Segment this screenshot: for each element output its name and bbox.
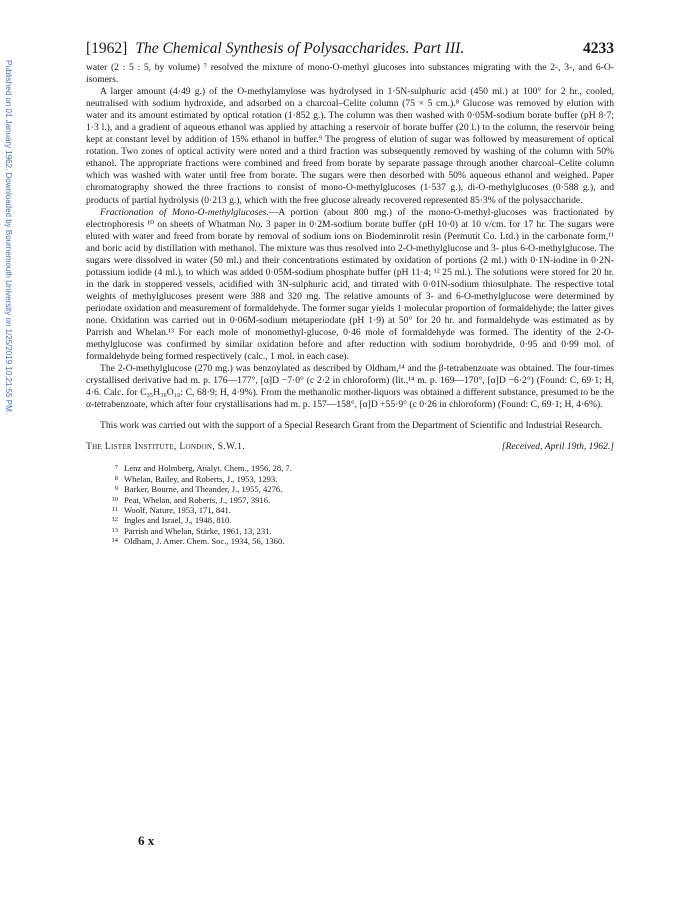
- body-paragraph-3-text: —A portion (about 800 mg.) of the mono-O-methyl-glucoses was fractionated by electrophoresis ¹⁰ on sheets of Whatman No. 3 paper in 0·2M-sodium borate buffer (pH 10·0) at 10 v/cm. for 17 hr. The sugars were eluted with water and freed from borate by removal of sodium ions on Biodeminrolit resin (Permutit Co. Ltd.) in the carbonate form,¹¹ and boric acid by distillation with methanol. The mixture was thus resolved into 2-O-methylglucose and 3- plus 6-O-methylglucose. The sugars were dissolved in water (50 ml.) and their concentrations estimated by oxidation of portions (2 ml.) with 0·1N-iodine in 0·2N-potassium iodide (4 ml.), to which was added 0·05M-sodium phosphate buffer (pH 11·4; ¹² 25 ml.). The solutions were stored for 20 hr. in the dark in stoppered vessels, acidified with 3N-sulphuric acid, and titrated with 0·01N-sodium thiosulphate. The respective total weights of methylglucoses present were 388 and 320 mg. The relative amounts of 3- and 6-O-methylglucose were determined by periodate oxidation and measurement of formaldehyde. The former sugar yields 1 molecular proportion of formaldehyde; the latter gives none. Oxidation was carried out in 0·06M-sodium metaperiodate (pH 1·9) at 50° for 20 hr. and formaldehyde was estimated as by Parrish and Whelan.¹³ For each mole of monomethyl-glucose, 0·46 mole of formaldehyde was formed. The identity of the 2-O-methylglucose was confirmed by similar oxidation before and after reduction with sodium borohydride, 0·95 and 0·99 mol. of formaldehyde being formed respectively (calc., 1 mol. in each case).: [86, 206, 615, 363]
- reference-number: 12: [111, 516, 118, 524]
- reference-text: Lenz and Holmberg, Analyt. Chem., 1956, 28, 7.: [124, 463, 292, 474]
- reference-number: 11: [111, 506, 118, 514]
- reference-item: [106, 463, 614, 473]
- reference-item: [106, 495, 614, 505]
- article-page: [86, 40, 614, 547]
- article-title: The Chemical Synthesis of Polysaccharides. Part III.: [135, 40, 465, 57]
- body-paragraph-2: A larger amount (4·49 g.) of the O-methylamylose was hydrolysed in 1·5N-sulphuric acid (450 ml.) at 100° for 2 hr., cooled, neutralised with sodium hydroxide, and adsorbed on a charcoal–Celite column (75 × 5 cm.).⁸ Glucose was removed by elution with water and its amount estimated by optical rotation (1·852 g.). The column was then washed with 0·05M-sodium borate buffer (pH 8·7; 1·3 l.), and a gradient of aqueous ethanol was applied by attaching a reservoir of borate buffer (20 l.) to the column, the reservoir being kept at constant level by addition of 15% ethanol in buffer.⁹ The progress of elution of sugar was followed by measurement of optical rotation. Two zones of optical activity were noted and a third fraction was subsequently removed by washing of the column with 50% ethanol. The appropriate fractions were combined and freed from borate by separate passage through another charcoal–Celite column which was washed with water until free from borate. The sugars were then desorbed with 50% aqueous ethanol and weighed. Paper chromatography showed the three fractions to consist of mono-O-methylglucoses (1·537 g.), di-O-methylglucoses (0·588 g.), and products of partial hydrolysis (0·213 g.), which with the free glucose already recovered represented 85·3% of the polysaccharide.: [86, 86, 614, 206]
- page-number: 4233: [583, 40, 614, 57]
- section-subheading: Fractionation of Mono-O-methylglucoses.: [100, 206, 269, 218]
- body-paragraph-4: The 2-O-methylglucose (270 mg.) was benzoylated as described by Oldham,¹⁴ and the β-tetrabenzoate was obtained. The four-times crystallised derivative had m. p. 176—177°, [α]D −7·0° (c 2·2 in chloroform) (lit.,¹⁴ m. p. 169—170°, [α]D −6·2°) (Found: C, 69·1; H, 4·6. Calc. for C₃₅H₃₀O₁₀: C, 68·9; H, 4·9%). From the methanolic mother-liquors was obtained a different substance, presumed to be the α-tetrabenzoate, which after four crystallisations had m. p. 157—158°, [α]D +55·9° (c 0·26 in chloroform) (Found: C, 69·1; H, 4·6%).: [86, 363, 614, 411]
- reference-number: 7: [114, 464, 118, 472]
- affiliation-line: [86, 441, 614, 453]
- body-paragraph-3: [86, 207, 614, 364]
- reference-number: 14: [111, 537, 118, 545]
- body-paragraph-1: water (2 : 5 : 5, by volume) ⁷ resolved the mixture of mono-O-methyl glucoses into substances migrating with the 2-, 3-, and 6-O-isomers.: [86, 62, 614, 86]
- reference-item: [106, 536, 614, 546]
- received-date: [Received, April 19th, 1962.]: [501, 441, 614, 453]
- reference-text: Parrish and Whelan, Stärke, 1961, 13, 231.: [124, 525, 272, 536]
- journal-year: [1962]: [86, 40, 128, 57]
- reference-number: 8: [114, 474, 118, 482]
- reference-number: 10: [111, 495, 118, 503]
- reference-text: Ingles and Israel, J., 1948, 810.: [124, 515, 232, 526]
- reference-number: 9: [114, 485, 118, 493]
- reference-item: [106, 515, 614, 525]
- reference-item: [106, 474, 614, 484]
- reference-list: [106, 463, 614, 546]
- institute-address: The Lister Institute, London, S.W.1.: [86, 441, 245, 453]
- signature-mark: 6 x: [138, 833, 155, 848]
- reference-item: [106, 505, 614, 515]
- reference-text: Barker, Bourne, and Theander, J., 1955, 4276.: [124, 484, 283, 495]
- reference-number: 13: [111, 526, 118, 534]
- reference-text: Oldham, J. Amer. Chem. Soc., 1934, 56, 1360.: [124, 536, 285, 547]
- reference-text: Whelan, Bailey, and Roberts, J., 1953, 1293.: [124, 473, 278, 484]
- download-watermark: [2, 60, 14, 580]
- running-head: [86, 40, 614, 58]
- reference-text: Woolf, Nature, 1953, 171, 841.: [124, 505, 231, 516]
- acknowledgement: This work was carried out with the support of a Special Research Grant from the Department of Scientific and Industrial Research.: [100, 420, 603, 432]
- reference-text: Peat, Whelan, and Roberts, J., 1957, 3916.: [124, 494, 271, 505]
- download-watermark-text: Published on 01 January 1962. Downloaded by Bournemouth University on 1/25/2019 10:21:55 PM.: [4, 60, 13, 415]
- reference-item: [106, 484, 614, 494]
- reference-item: [106, 526, 614, 536]
